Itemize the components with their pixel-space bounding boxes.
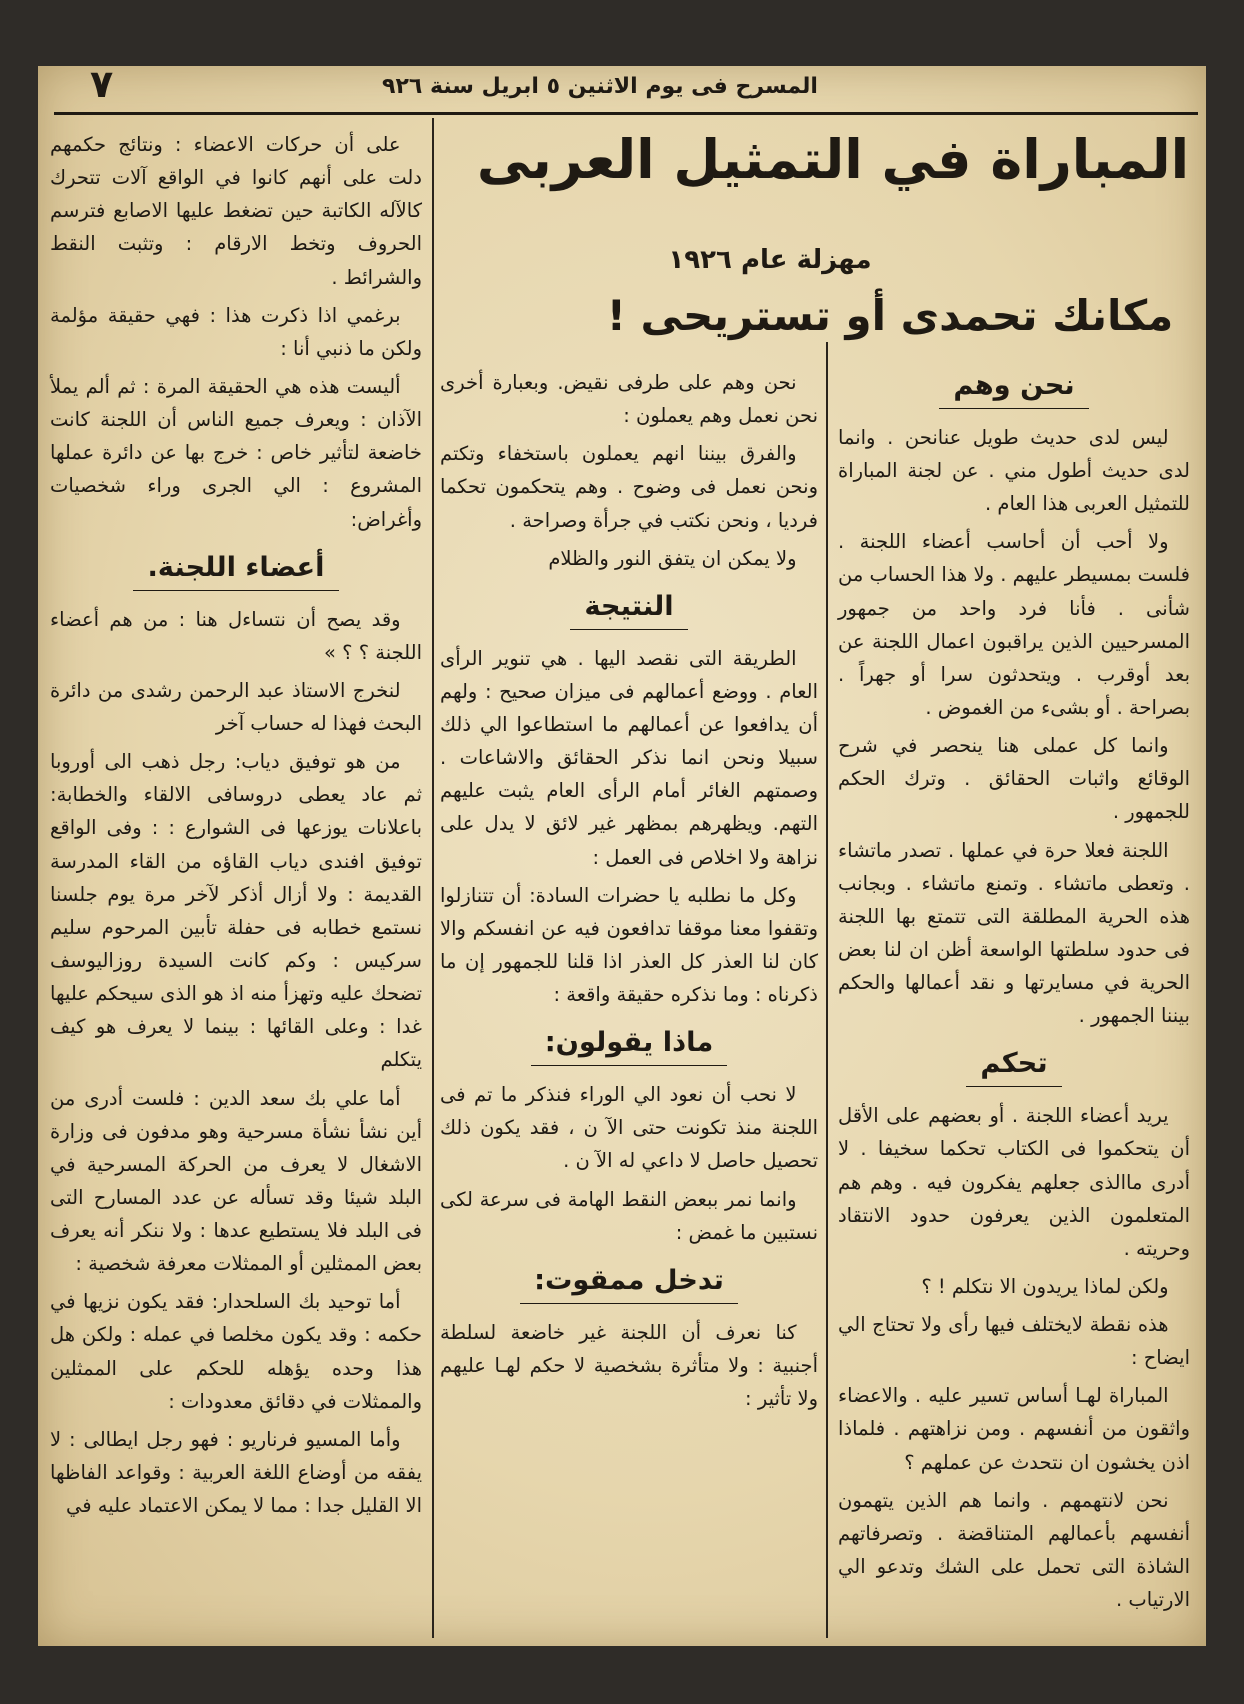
section-heading (440, 1263, 818, 1304)
article-tagline-text: مكانك تحمدى أو تستريحى ! (606, 291, 1174, 340)
column-middle (440, 366, 818, 1630)
paragraph: وانما كل عملى هنا ينحصر في شرح الوقائع واثبات الحقائق . وترك الحكم للجمهور . (838, 734, 1190, 824)
paragraph: وكل ما نطلبه يا حضرات السادة: أن تتنازلوا وتقفوا معنا موقفا تدافعون فيه عن انفسكم والا كان لنا العذر كل العذر اذا قلنا للجمهور إن ما ذكرناه : وما نذكره حقيقة واقعة : (440, 883, 818, 1007)
paragraph: لا نحب أن نعود الي الوراء فنذكر ما تم فى اللجنة منذ تكونت حتى الآ ن ، فقد يكون ذلك تحصيل حاصل لا داعي له الآ ن . (440, 1083, 818, 1173)
newspaper-page (38, 62, 1206, 1646)
paragraph: يريد أعضاء اللجنة . أو بعضهم على الأقل أن يتحكموا فى الكتاب تحكما سخيفا . لا أدرى ماالذى جعلهم يفكرون فيه . وهم هم المتعلمون الذين يعرفون حدود الانتقاد وحريته . (838, 1104, 1190, 1260)
header-rule (54, 112, 1198, 115)
column-left-body (50, 128, 422, 1522)
paragraph: المباراة لهـا أساس تسير عليه . والاعضاء واثقون من أنفسهم . ومن نزاهتهم . فلماذا اذن يخشون ان نتحدث عن عملهم ؟ (838, 1384, 1190, 1474)
page-number: ٧ (90, 62, 114, 106)
section-heading-text: أعضاء اللجنة. (133, 550, 338, 591)
section-heading-text: ماذا يقولون: (531, 1025, 728, 1066)
paragraph: ولا أحب أن أحاسب أعضاء اللجنة . فلست بمسيطر عليهم . ولا هذا الحساب من شأنى . فأنا فرد واحد من جمهور المسرحيين الذين يراقبون اعمال اللجنة عن بعد أوقرب . ويتحدثون سرا أو جهراً . بصراحة . أو بشىء من الغموض . (838, 530, 1190, 719)
paragraph: أما توحيد بك السلحدار: فقد يكون نزيها في حكمه : وقد يكون مخلصا في عمله : ولكن هل هذا وحده يؤهله للحكم على الممثلين والممثلات في دقائق معدودات : (50, 1290, 422, 1413)
paragraph: ولا يمكن ان يتفق النور والظلام (548, 546, 797, 570)
paragraph: نحن لانتهمهم . وانما هم الذين يتهمون أنفسهم بأعمالهم المتناقضة . وتصرفاتهم الشاذة التى تحمل على الشك وتدعو الي الارتياب . (838, 1488, 1190, 1612)
paragraph: برغمي اذا ذكرت هذا : فهي حقيقة مؤلمة ولكن ما ذنبي أنا : (50, 303, 422, 360)
section-heading (838, 368, 1190, 409)
section-heading-text: تدخل ممقوت: (520, 1263, 738, 1304)
paragraph: لنخرج الاستاذ عبد الرحمن رشدى من دائرة البحث فهذا له حساب آخر (50, 678, 422, 735)
paragraph: أليست هذه هي الحقيقة المرة : ثم ألم يملأ الآذان : ويعرف جميع الناس أن اللجنة كانت خاضعة لتأثير خاص : خرج بها عن دائرة عملها المشروع : الي الجرى وراء شخصيات وأغراض: (50, 374, 422, 531)
column-right-body (838, 368, 1190, 1616)
paragraph: على أن حركات الاعضاء : ونتائج حكمهم دلت على أنهم كانوا في الواقع آلات تتحرك كالآله الكاتبة حين تضغط عليها الاصابع فترسم الحروف وتخط الارقام : وتثبت النقط والشرائط . (50, 133, 422, 289)
column-middle-body (440, 366, 818, 1415)
section-heading-text: نحن وهم (939, 368, 1088, 409)
section-heading (440, 589, 818, 630)
paragraph: وانما نمر ببعض النقط الهامة فى سرعة لكى نستبين ما غمض : (440, 1187, 818, 1244)
article-title-text: المباراة في التمثيل العربى (476, 128, 1190, 191)
running-head (200, 72, 1000, 103)
paragraph: كنا نعرف أن اللجنة غير خاضعة لسلطة أجنبية : ولا متأثرة بشخصية لا حكم لهـا عليهم ولا تأثير : (440, 1320, 818, 1410)
section-heading (838, 1046, 1190, 1087)
article-tagline (580, 288, 1200, 345)
running-head-text: المسرح فى يوم الاثنين ٥ ابريل سنة ٩٢٦ (382, 74, 818, 99)
column-right (838, 366, 1190, 1630)
paragraph: اللجنة فعلا حرة في عملها . تصدر ماتشاء . وتعطى ماتشاء . وتمنع ماتشاء . وبجانب هذه الحرية المطلقة التى تتمتع بها اللجنة فى حدود سلطتها الواسعة أظن ان لنا بعض الحرية في مسايرتها و نقد أعمالها والحكم بيننا الجمهور . (838, 838, 1190, 1028)
paragraph: نحن وهم على طرفى نقيض. وبعبارة أخرى نحن نعمل وهم يعملون : (440, 371, 818, 428)
paragraph: وأما المسيو فرناريو : فهو رجل ايطالى : لا يفقه من أوضاع اللغة العربية : وقواعد الفاظها الا القليل جدا : مما لا يمكن الاعتماد عليه في (50, 1427, 422, 1518)
paragraph: أما علي بك سعد الدين : فلست أدرى من أين نشأ نشأة مسرحية وهو مدفون فى وزارة الاشغال لا يعرف من الحركة المسرحية في البلد شيئا وقد تسأله عن عدد المسارح التى فى البلد فلا يستطيع عدها : ولا ننكر أنه يعرف بعض الممثلين أو الممثلات معرفة شخصية : (50, 1086, 422, 1276)
article-subtitle-text: مهزلة عام ١٩٢٦ (668, 245, 872, 275)
paragraph: ليس لدى حديث طويل عنانحن . وانما لدى حديث أطول مني . عن لجنة المباراة للتمثيل العربى هذا العام . (838, 425, 1190, 516)
paragraph: الطريقة التى نقصد اليها . هي تنوير الرأى العام . ووضع أعمالهم فى ميزان صحيح : ولهم أن يدافعوا عن أعمالهم ما استطاعوا الي ذلك سبيلا ونحن انما نذكر الحقائق والاشاعات . وصمتهم الغائر أمام الرأى العام يثبت عليهم التهم. ويظهرهم بمظهر غير لائق لا يدل على نزاهة ولا اخلاص فى العمل : (440, 646, 818, 869)
paragraph: ولكن لماذا يريدون الا نتكلم ! ؟ (921, 1274, 1169, 1298)
article-title (468, 124, 1198, 197)
paragraph: والفرق بيننا انهم يعملون باستخفاء وتكتم ونحن نعمل فى وضوح . وهم يتحكمون تحكما فرديا ، ونحن نكتب في جرأة وصراحة . (440, 442, 818, 532)
column-divider-left (432, 118, 434, 1638)
section-heading-text: النتيجة (570, 589, 687, 630)
article-subtitle (538, 242, 1002, 278)
column-left (50, 128, 422, 1630)
paragraph: هذه نقطة لايختلف فيها رأى ولا تحتاج الي ايضاح : (838, 1313, 1190, 1370)
section-heading-text: تحكم (966, 1046, 1061, 1087)
paragraph: وقد يصح أن نتساءل هنا : من هم أعضاء اللجنة ؟ ؟ » (50, 607, 422, 664)
column-divider-middle (826, 342, 828, 1638)
paragraph: من هو توفيق دياب: رجل ذهب الى أوروبا ثم عاد يعطى دروسافى الالقاء والخطابة: باعلانات يوزعها فى الشوارع : : وفى الواقع توفيق افندى دياب القاؤه من القاء المدرسة القديمة : ولا أزال أذكر لآخر مرة يوم جلسنا نستمع خطابه فى حفلة تأبين المرحوم سليم سركيس : وكم كانت السيدة روزاليوسف تضحك عليه وتهزأ منه اذ هو الذى سيحكم عليها غدا : وعلى القائها : بينما لا يعرف هو كيف يتكلم (50, 750, 422, 1072)
section-heading (440, 1025, 818, 1066)
section-heading (50, 550, 422, 591)
